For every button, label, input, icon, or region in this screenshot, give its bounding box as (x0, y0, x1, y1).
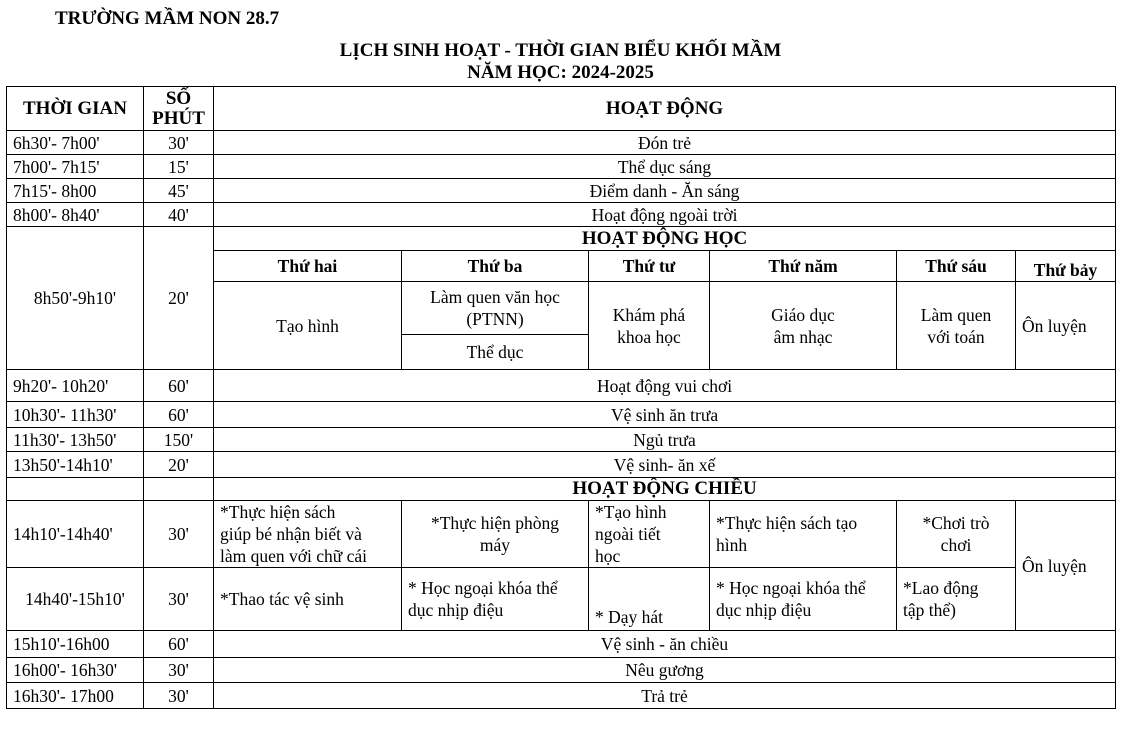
learning-title: HOẠT ĐỘNG HỌC (214, 227, 1116, 251)
header-minutes (144, 87, 214, 131)
table-row (7, 203, 1116, 227)
minutes-cell: 60' (144, 370, 214, 402)
minutes-cell: 15' (144, 155, 214, 179)
table-row (7, 370, 1116, 402)
activity-cell: Nêu gương (214, 658, 1116, 683)
time-cell: 9h20'- 10h20' (7, 370, 144, 402)
afternoon-monday-2: *Thao tác vệ sinh (214, 568, 402, 631)
table-row (7, 658, 1116, 683)
time-cell: 13h50'-14h10' (7, 452, 144, 478)
learning-friday-line1: Làm quen (920, 304, 992, 325)
afternoon-friday-2 (897, 568, 1016, 631)
text-line: dục nhịp điệu (408, 600, 504, 620)
learning-thursday-line1: Giáo dục (771, 304, 835, 325)
day-wednesday: Thứ tư (589, 251, 710, 282)
time-cell: 10h30'- 11h30' (7, 402, 144, 428)
schedule-table (6, 86, 1116, 709)
learning-tuesday-a-line2: (PTNN) (466, 309, 524, 329)
header-minutes-line1: SỐ (165, 87, 192, 109)
time-cell: 14h40'-15h10' (7, 568, 144, 631)
learning-time-cell: 8h50'-9h10' (7, 227, 144, 370)
header-activity: HOẠT ĐỘNG (214, 87, 1116, 131)
text-line: máy (479, 535, 511, 555)
time-cell: 8h00'- 8h40' (7, 203, 144, 227)
learning-friday (897, 282, 1016, 370)
learning-minutes-cell: 20' (144, 227, 214, 370)
learning-wednesday-line2: khoa học (617, 326, 681, 347)
afternoon-wednesday-1 (589, 501, 710, 568)
afternoon-empty-time (7, 478, 144, 501)
text-line: *Chơi trò (922, 513, 990, 533)
day-thursday: Thứ năm (710, 251, 897, 282)
day-monday: Thứ hai (214, 251, 402, 282)
learning-thursday-line2: âm nhạc (773, 326, 833, 347)
activity-cell: Trả trẻ (214, 683, 1116, 709)
learning-wednesday (589, 282, 710, 370)
time-cell: 7h15'- 8h00 (7, 179, 144, 203)
minutes-cell: 60' (144, 402, 214, 428)
text-line: giúp bé nhận biết và (220, 524, 362, 544)
table-row (7, 452, 1116, 478)
table-row (7, 428, 1116, 452)
learning-saturday: Ôn luyện (1016, 282, 1116, 370)
header-time: THỜI GIAN (7, 87, 144, 131)
activity-cell: Điểm danh - Ăn sáng (214, 179, 1116, 203)
minutes-cell: 20' (144, 452, 214, 478)
afternoon-thursday-1 (710, 501, 897, 568)
text-line: *Tạo hình (595, 502, 667, 522)
learning-tuesday-b: Thể dục (402, 335, 589, 370)
header-row (7, 87, 1116, 131)
activity-cell: Thể dục sáng (214, 155, 1116, 179)
time-cell: 16h00'- 16h30' (7, 658, 144, 683)
text-line: hình (716, 535, 748, 555)
time-cell: 11h30'- 13h50' (7, 428, 144, 452)
learning-friday-line2: với toán (927, 326, 985, 347)
learning-tuesday-a (402, 282, 589, 335)
activity-cell: Đón trẻ (214, 131, 1116, 155)
afternoon-monday-1 (214, 501, 402, 568)
afternoon-row (7, 568, 1116, 631)
minutes-cell: 150' (144, 428, 214, 452)
learning-thursday (710, 282, 897, 370)
activity-cell: Vệ sinh - ăn chiều (214, 631, 1116, 658)
table-row (7, 683, 1116, 709)
minutes-cell: 40' (144, 203, 214, 227)
minutes-cell: 30' (144, 683, 214, 709)
text-line: làm quen với chữ cái (220, 546, 368, 566)
afternoon-row (7, 501, 1116, 568)
text-line: *Lao động (903, 578, 979, 598)
time-cell: 7h00'- 7h15' (7, 155, 144, 179)
time-cell: 15h10'-16h00 (7, 631, 144, 658)
table-row (7, 402, 1116, 428)
learning-wednesday-line1: Khám phá (612, 304, 686, 325)
minutes-cell: 30' (144, 131, 214, 155)
day-tuesday: Thứ ba (402, 251, 589, 282)
afternoon-empty-minutes (144, 478, 214, 501)
day-saturday: Thứ bảy (1016, 251, 1116, 282)
school-year: NĂM HỌC: 2024-2025 (467, 62, 654, 83)
text-line: *Thực hiện sách tạo (716, 513, 858, 533)
minutes-cell: 45' (144, 179, 214, 203)
text-line: ngoài tiết (595, 524, 661, 544)
text-line: tập thể) (903, 600, 956, 620)
table-row (7, 155, 1116, 179)
afternoon-friday-1 (897, 501, 1016, 568)
minutes-cell: 30' (144, 568, 214, 631)
minutes-cell: 30' (144, 501, 214, 568)
afternoon-tuesday-1 (402, 501, 589, 568)
activity-cell: Vệ sinh- ăn xế (214, 452, 1116, 478)
afternoon-thursday-2 (710, 568, 897, 631)
text-line: * Học ngoại khóa thể (408, 578, 558, 598)
learning-title-row (7, 227, 1116, 251)
learning-tuesday-a-line1: Làm quen văn học (430, 287, 560, 307)
activity-cell: Vệ sinh ăn trưa (214, 402, 1116, 428)
schedule-title: LỊCH SINH HOẠT - THỜI GIAN BIỂU KHỐI MẦM (339, 40, 782, 61)
afternoon-saturday: Ôn luyện (1016, 501, 1116, 631)
learning-monday: Tạo hình (214, 282, 402, 370)
activity-cell: Hoạt động ngoài trời (214, 203, 1116, 227)
time-cell: 14h10'-14h40' (7, 501, 144, 568)
text-line: *Thực hiện sách (220, 502, 336, 522)
table-row (7, 631, 1116, 658)
time-cell: 16h30'- 17h00 (7, 683, 144, 709)
minutes-cell: 60' (144, 631, 214, 658)
table-row (7, 131, 1116, 155)
header-minutes-line2: PHÚT (152, 107, 205, 129)
activity-cell: Hoạt động vui chơi (214, 370, 1116, 402)
school-name: TRƯỜNG MẦM NON 28.7 (55, 8, 280, 29)
text-line: * Học ngoại khóa thể (716, 578, 866, 598)
minutes-cell: 30' (144, 658, 214, 683)
day-friday: Thứ sáu (897, 251, 1016, 282)
afternoon-tuesday-2 (402, 568, 589, 631)
activity-cell: Ngủ trưa (214, 428, 1116, 452)
afternoon-wednesday-2: * Dạy hát (589, 568, 710, 631)
time-cell: 6h30'- 7h00' (7, 131, 144, 155)
table-row (7, 179, 1116, 203)
text-line: chơi (940, 535, 972, 555)
afternoon-title-row (7, 478, 1116, 501)
text-line: học (595, 546, 621, 566)
afternoon-title: HOẠT ĐỘNG CHIỀU (214, 478, 1116, 501)
text-line: dục nhịp điệu (716, 600, 812, 620)
text-line: *Thực hiện phòng (430, 513, 560, 533)
